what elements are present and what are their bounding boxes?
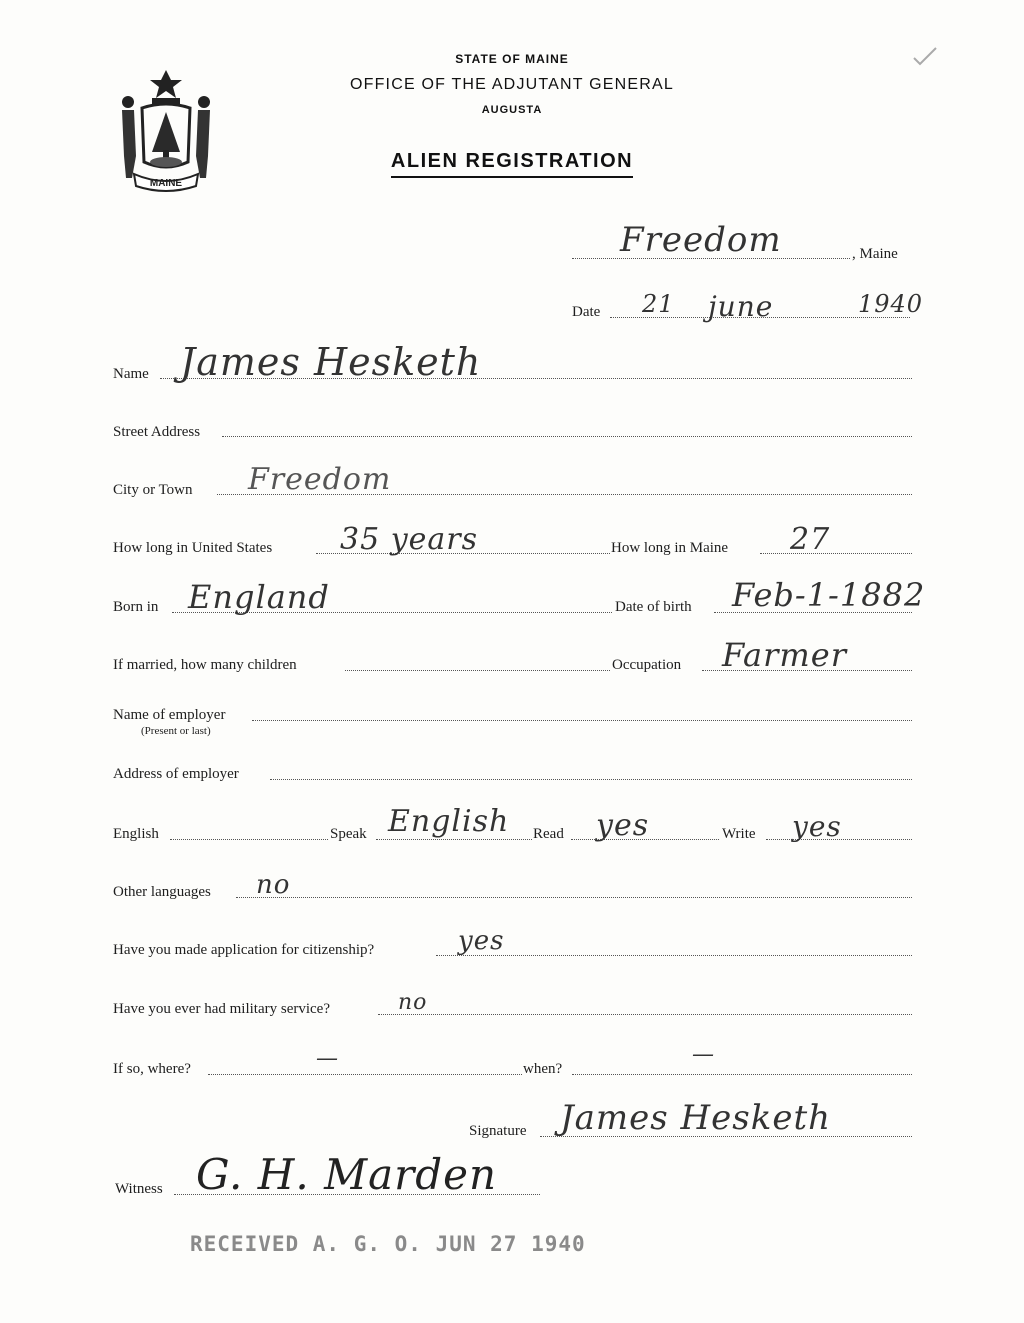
witness-value: G. H. Marden <box>196 1150 497 1199</box>
read-label: Read <box>533 826 564 842</box>
street-line <box>222 436 912 437</box>
other-languages-value: no <box>256 870 291 900</box>
english-line <box>170 839 328 840</box>
other-languages-label: Other languages <box>113 884 211 900</box>
employer-line <box>252 720 912 721</box>
svg-text:MAINE: MAINE <box>149 178 183 189</box>
signature-value: James Hesketh <box>560 1098 832 1138</box>
born-in-value: England <box>188 578 330 616</box>
city-heading: AUGUSTA <box>481 104 543 116</box>
when-value: — <box>692 1042 715 1067</box>
date-month-value: june <box>708 290 774 323</box>
citizenship-line <box>436 955 912 956</box>
how-long-maine-value: 27 <box>790 522 831 557</box>
name-value: James Hesketh <box>180 340 482 384</box>
citizenship-value: yes <box>458 926 505 956</box>
speak-value: English <box>388 804 510 839</box>
military-label: Have you ever had military service? <box>113 1001 330 1017</box>
date-day-value: 21 <box>642 290 675 318</box>
maine-suffix-label: , Maine <box>852 246 898 262</box>
other-languages-line <box>236 897 912 898</box>
write-label: Write <box>722 826 756 842</box>
where-label: If so, where? <box>113 1061 191 1077</box>
date-year-value: 1940 <box>858 290 924 318</box>
employer-note: (Present or last) <box>141 725 211 737</box>
speak-line <box>376 839 532 840</box>
witness-label: Witness <box>115 1181 163 1197</box>
received-stamp: RECEIVED A. G. O. JUN 27 1940 <box>190 1232 586 1256</box>
born-in-label: Born in <box>113 599 159 615</box>
when-label: when? <box>523 1061 563 1077</box>
date-of-birth-label: Date of birth <box>615 599 692 615</box>
children-line <box>345 670 610 671</box>
how-long-us-label: How long in United States <box>113 540 273 556</box>
write-value: yes <box>792 810 842 843</box>
date-label: Date <box>572 304 601 320</box>
occupation-value: Farmer <box>722 636 847 674</box>
read-value: yes <box>596 808 650 843</box>
street-label: Street Address <box>113 424 201 440</box>
signature-label: Signature <box>469 1123 527 1139</box>
occupation-label: Occupation <box>612 657 682 673</box>
when-line <box>572 1074 912 1075</box>
where-line <box>208 1074 522 1075</box>
employer-address-label: Address of employer <box>113 766 239 782</box>
employer-label: Name of employer <box>113 707 226 723</box>
how-long-maine-line <box>760 553 912 554</box>
military-value: no <box>398 990 428 1015</box>
city-value: Freedom <box>248 462 392 497</box>
employer-address-line <box>270 779 912 780</box>
town-value: Freedom <box>620 220 782 260</box>
name-label: Name <box>113 366 149 382</box>
where-value: — <box>316 1046 339 1071</box>
city-label: City or Town <box>113 482 193 498</box>
office-heading: OFFICE OF THE ADJUTANT GENERAL <box>349 76 675 93</box>
citizenship-label: Have you made application for citizenship? <box>113 942 375 958</box>
children-label: If married, how many children <box>113 657 297 673</box>
how-long-us-value: 35 years <box>340 522 479 557</box>
date-of-birth-value: Feb-1-1882 <box>732 576 926 614</box>
state-heading: STATE OF MAINE <box>455 52 569 66</box>
how-long-maine-label: How long in Maine <box>611 540 729 556</box>
speak-label: Speak <box>330 826 367 842</box>
english-label: English <box>113 826 159 842</box>
form-title: ALIEN REGISTRATION <box>0 150 1024 173</box>
military-line <box>378 1014 912 1015</box>
